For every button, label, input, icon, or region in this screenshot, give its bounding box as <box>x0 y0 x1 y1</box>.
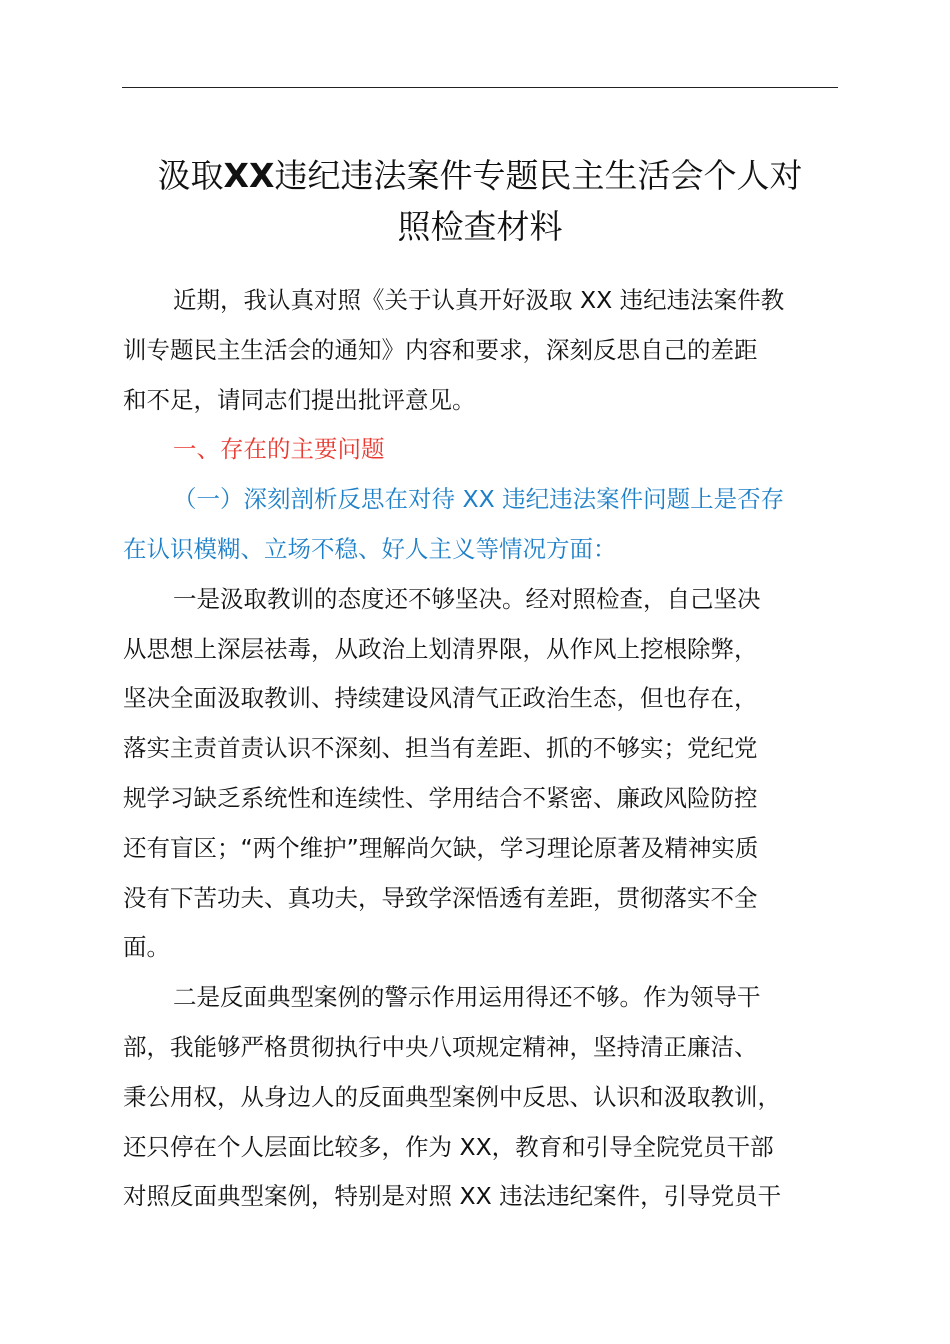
body-line: 面。 <box>123 933 170 962</box>
body-line: 规学习缺乏系统性和连续性、学用结合不紧密、廉政风险防控 <box>123 783 758 812</box>
body-line: 一是汲取教训的态度还不够坚决。经对照检查，自己坚决 <box>173 584 761 613</box>
body-paragraph-2 <box>123 973 839 1222</box>
subsection-heading-line: （一）深刻剖析反思在对待 XX 违纪违法案件问题上是否存 <box>173 485 785 514</box>
body-line: 坚决全面汲取教训、持续建设风清气正政治生态，但也存在， <box>123 684 758 713</box>
body-line: 落实主责首责认识不深刻、担当有差距、抓的不够实；党纪党 <box>123 734 758 763</box>
body-line: 秉公用权，从身边人的反面典型案例中反思、认识和汲取教训， <box>123 1082 781 1111</box>
intro-line: 和不足，请同志们提出批评意见。 <box>123 385 476 414</box>
title-suffix: 违纪违法案件专题民主生活会个人对 <box>274 156 803 195</box>
body-line: 部，我能够严格贯彻执行中央八项规定精神，坚持清正廉洁、 <box>123 1032 758 1061</box>
intro-paragraph <box>123 276 839 425</box>
section-heading-text: 一、存在的主要问题 <box>173 435 385 464</box>
body-line: 二是反面典型案例的警示作用运用得还不够。作为领导干 <box>173 983 761 1012</box>
top-rule <box>122 87 838 88</box>
title-prefix: 汲取 <box>157 156 224 195</box>
body-line: 还有盲区；“两个维护”理解尚欠缺，学习理论原著及精神实质 <box>123 833 759 862</box>
body-line: 从思想上深层祛毒，从政治上划清界限，从作风上挖根除弊， <box>123 634 758 663</box>
section-heading <box>123 425 839 475</box>
document-title <box>110 150 850 252</box>
subsection-heading-line: 在认识模糊、立场不稳、好人主义等情况方面： <box>123 534 617 563</box>
body-line: 还只停在个人层面比较多，作为 XX，教育和引导全院党员干部 <box>123 1132 774 1161</box>
intro-line: 近期，我认真对照《关于认真开好汲取 XX 违纪违法案件教 <box>173 286 785 314</box>
title-line-1 <box>110 150 850 201</box>
document-body <box>123 276 839 1222</box>
body-line: 没有下苦功夫、真功夫，导致学深悟透有差距，贯彻落实不全 <box>123 883 758 912</box>
title-line-2: 照检查材料 <box>397 207 563 246</box>
body-line: 对照反面典型案例，特别是对照 XX 违法违纪案件，引导党员干 <box>123 1182 782 1211</box>
intro-line: 训专题民主生活会的通知》内容和要求，深刻反思自己的差距 <box>123 335 758 364</box>
title-placeholder: XX <box>223 156 275 195</box>
body-paragraph-1 <box>123 575 839 973</box>
subsection-heading <box>123 475 839 575</box>
